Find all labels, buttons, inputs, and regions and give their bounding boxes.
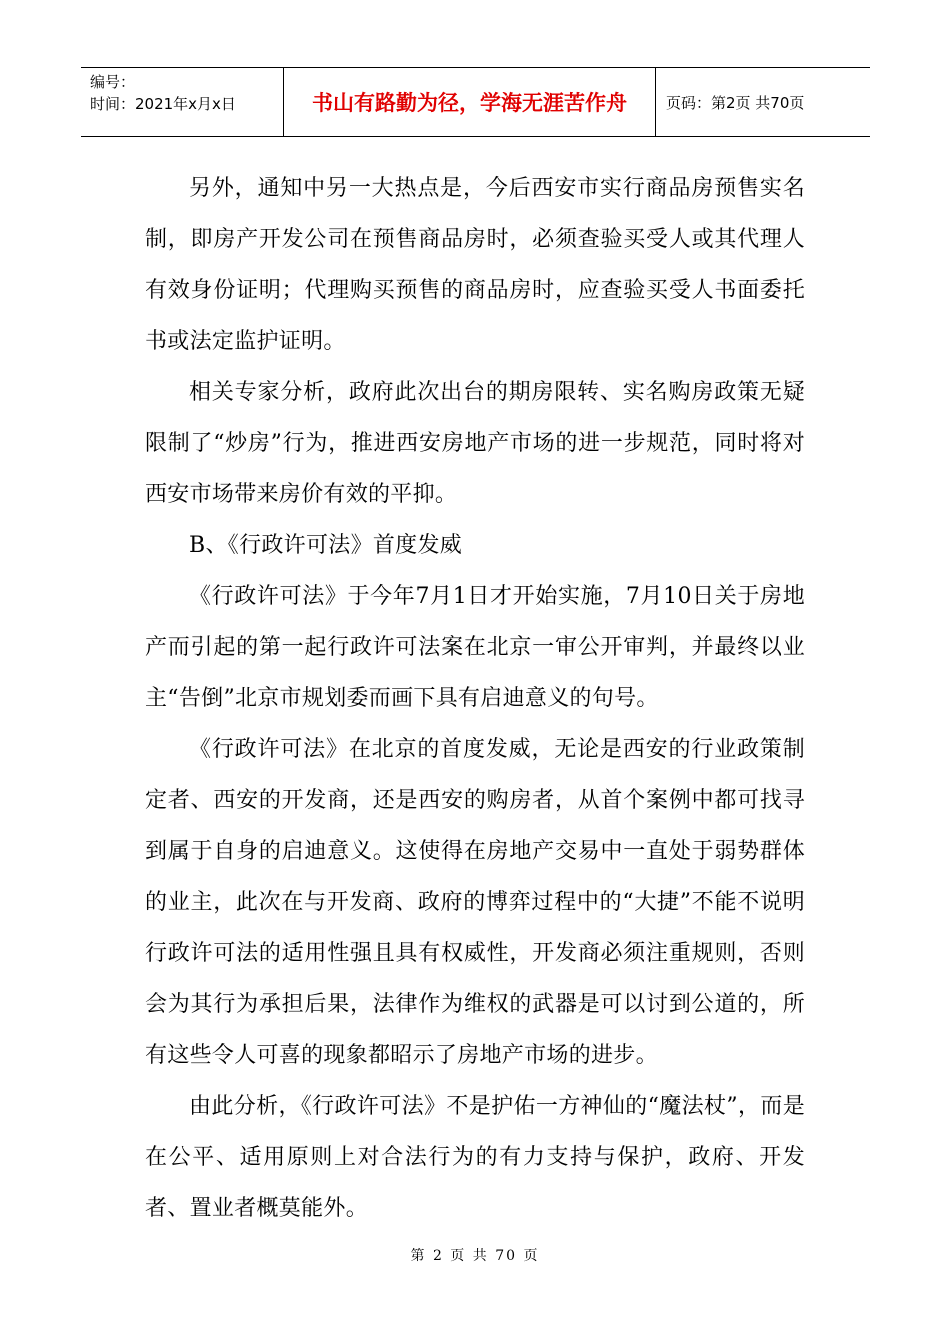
document-number-label: 编号： <box>90 73 136 91</box>
paragraph: 另外，通知中另一大热点是，今后西安市实行商品房预售实名制，即房产开发公司在预售商品房时，必须查验买受人或其代理人有效身份证明；代理购买预售的商品房时，应查验买受人书面委托书或法定监护证明。 <box>145 176 805 354</box>
paragraph: 《行政许可法》于今年7月1日才开始实施，7月10日关于房地产而引起的第一起行政许可法案在北京一审公开审判，并最终以业主“告倒”北京市规划委而画下具有启迪意义的句号。 <box>145 584 805 711</box>
header-page-info: 页码：第2页 共70页 <box>666 93 805 112</box>
section-heading: B、《行政许可法》首度发威 <box>189 533 463 558</box>
header-meta <box>81 68 283 136</box>
paragraph: 由此分析，《行政许可法》不是护佑一方神仙的“魔法杖”，而是在公平、适用原则上对合法行为的有力支持与保护，政府、开发者、置业者概莫能外。 <box>145 1094 805 1221</box>
page-header <box>81 67 870 137</box>
paragraph: 相关专家分析，政府此次出台的期房限转、实名购房政策无疑限制了“炒房”行为，推进西安房地产市场的进一步规范，同时将对西安市场带来房价有效的平抑。 <box>145 380 805 507</box>
page-footer: 第 2 页 共 70 页 <box>410 1248 540 1264</box>
paragraph: 《行政许可法》在北京的首度发威，无论是西安的行业政策制定者、西安的开发商，还是西安的购房者，从首个案例中都可找寻到属于自身的启迪意义。这使得在房地产交易中一直处于弱势群体的业主，此次在与开发商、政府的博弈过程中的“大捷”不能不说明行政许可法的适用性强且具有权威性，开发商必须注重规则，否则会为其行为承担后果，法律作为维权的武器是可以讨到公道的，所有这些令人可喜的现象都昭示了房地产市场的进步。 <box>145 737 805 1068</box>
document-body <box>145 163 805 1234</box>
header-motto: 书山有路勤为径，学海无涯苦作舟 <box>283 68 656 136</box>
document-date: 时间：2021年x月x日 <box>90 95 236 113</box>
